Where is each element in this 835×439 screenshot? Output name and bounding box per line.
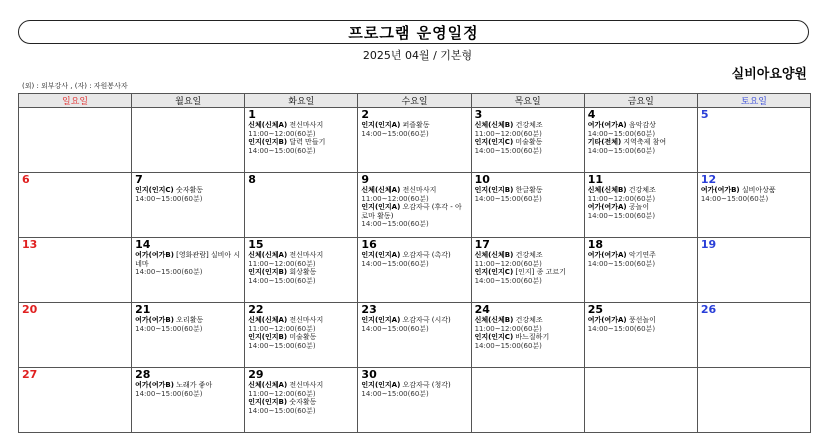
event-category: 인지(인지C) (135, 186, 174, 194)
event-name: 건강체조 (515, 251, 543, 259)
event-name: 달력 만들기 (289, 138, 326, 147)
event-time: 14:00~15:00(60분) (587, 146, 656, 155)
event-category: 여가(여가B) (135, 381, 174, 389)
legend-note: (외) : 외부강사 , (자) : 자원봉사자 (22, 82, 128, 90)
event-name: 전신마사지 (289, 251, 324, 259)
event-name: 숫자활동 (289, 398, 317, 407)
event-time: 11:00~12:00(60분) (248, 324, 316, 333)
event-category: 신체(신체A) (248, 121, 288, 129)
day-number: 1 (248, 108, 256, 121)
program-event (135, 186, 241, 203)
event-name: 음악감상 (628, 121, 656, 129)
day-cell (471, 238, 584, 303)
day-cell (697, 303, 810, 368)
day-number: 7 (135, 173, 143, 186)
day-cell (132, 108, 245, 173)
day-cell (358, 173, 471, 238)
event-name: 바느질하기 (515, 333, 550, 342)
event-name: 풍선놀이 (628, 316, 656, 324)
event-category: 신체(신체B) (474, 121, 514, 129)
page-title: 프로그램 운영일정 (348, 23, 479, 42)
event-name: [인지] 종 고르기 (515, 268, 566, 277)
program-event (361, 186, 467, 203)
weekday-header-sun: 일요일 (19, 94, 132, 108)
day-cell (584, 108, 697, 173)
event-category: 인지(인지B) (248, 398, 288, 407)
day-number: 25 (587, 303, 604, 316)
program-event (248, 333, 354, 350)
day-number: 30 (361, 368, 377, 381)
event-category: 인지(인지A) (361, 203, 401, 212)
event-time: 14:00~15:00(60분) (474, 146, 542, 155)
day-cell (471, 173, 584, 238)
day-cell (697, 173, 810, 238)
week-row (19, 368, 811, 433)
event-time: 14:00~15:00(60분) (135, 268, 203, 277)
day-cell (358, 238, 471, 303)
day-cell (19, 173, 132, 238)
event-name: 오감자극 (시각) (402, 316, 451, 324)
event-time: 11:00~12:00(60분) (248, 259, 316, 268)
event-category: 신체(신체B) (474, 251, 514, 259)
event-category: 여가(여가B) (700, 186, 740, 194)
program-event (361, 251, 467, 268)
day-cell (19, 238, 132, 303)
event-category: 신체(신체B) (587, 186, 627, 194)
day-number: 10 (474, 173, 490, 186)
event-category: 인지(인지C) (474, 138, 514, 147)
day-cell (19, 303, 132, 368)
day-cell (245, 368, 358, 433)
weekday-header-thu: 목요일 (471, 94, 584, 108)
program-event (588, 186, 694, 203)
day-cell (132, 173, 245, 238)
day-number: 2 (361, 108, 370, 121)
day-cell (358, 108, 471, 173)
day-number: 29 (248, 368, 264, 381)
event-category: 신체(신체B) (474, 316, 514, 324)
event-name: 전신마사지 (289, 316, 324, 324)
event-name: 건강체조 (515, 316, 543, 324)
event-time: 14:00~15:00(60분) (361, 129, 429, 138)
event-name: 오감자극 (촉각) (402, 251, 451, 259)
day-cell (358, 368, 471, 433)
day-number: 20 (22, 303, 38, 316)
program-event (248, 138, 354, 155)
day-number: 22 (248, 303, 264, 316)
event-time: 14:00~15:00(60분) (248, 341, 316, 350)
program-event (361, 316, 467, 333)
event-category: 인지(인지B) (248, 138, 288, 147)
event-time: 14:00~15:00(60분) (248, 146, 316, 155)
program-event (475, 138, 581, 155)
organization-name: 실비아요양원 (731, 67, 807, 82)
program-event (361, 203, 467, 229)
program-event (475, 316, 581, 333)
event-time: 14:00~15:00(60분) (700, 194, 769, 203)
day-cell (584, 238, 697, 303)
event-name: 미술활동 (515, 138, 543, 147)
day-cell (245, 173, 358, 238)
event-category: 인지(인지C) (474, 268, 514, 277)
program-event (475, 251, 581, 268)
weekday-header-mon: 월요일 (132, 94, 245, 108)
day-cell (584, 173, 697, 238)
program-event (135, 251, 241, 277)
event-name: 전신마사지 (289, 381, 324, 389)
program-event (701, 186, 807, 203)
day-cell (132, 368, 245, 433)
event-name: 회상활동 (289, 268, 317, 277)
event-time: 11:00~12:00(60분) (474, 129, 542, 138)
event-category: 여가(여가A) (587, 121, 627, 129)
program-event (588, 121, 694, 138)
event-category: 인지(인지A) (361, 251, 401, 259)
day-number: 17 (474, 238, 490, 251)
program-event (248, 121, 354, 138)
day-number: 3 (474, 108, 483, 121)
program-event (475, 121, 581, 138)
day-number: 15 (248, 238, 264, 251)
event-time: 14:00~15:00(60분) (587, 211, 656, 220)
event-name: 공놀이 (628, 203, 650, 212)
event-category: 여가(여가B) (135, 251, 174, 259)
day-number: 24 (474, 303, 490, 316)
day-cell (245, 303, 358, 368)
event-time: 14:00~15:00(60분) (361, 389, 429, 398)
event-name: [영화관람] 실비아 시네마 (135, 251, 241, 268)
event-name: 한글활동 (515, 186, 543, 194)
event-category: 여가(여가A) (587, 203, 627, 212)
event-time: 14:00~15:00(60분) (361, 324, 429, 333)
event-category: 여가(여가B) (135, 316, 174, 324)
event-category: 인지(인지C) (474, 333, 514, 342)
calendar-table (18, 93, 811, 433)
event-category: 신체(신체A) (248, 381, 288, 389)
day-cell (471, 368, 584, 433)
day-number: 23 (361, 303, 377, 316)
event-time: 14:00~15:00(60분) (361, 220, 429, 229)
event-time: 14:00~15:00(60분) (248, 406, 316, 415)
event-category: 인지(인지B) (474, 186, 514, 194)
event-category: 신체(신체A) (248, 251, 288, 259)
event-category: 신체(신체A) (248, 316, 288, 324)
program-event (588, 316, 694, 333)
day-number: 11 (587, 173, 604, 186)
event-name: 미술활동 (289, 333, 317, 342)
day-cell (245, 108, 358, 173)
day-number: 14 (135, 238, 151, 251)
event-name: 전신마사지 (289, 121, 324, 129)
week-row (19, 303, 811, 368)
day-number: 12 (700, 173, 717, 186)
event-category: 인지(인지A) (361, 121, 401, 129)
program-event (361, 121, 467, 138)
week-row (19, 108, 811, 173)
day-cell (358, 303, 471, 368)
program-event (588, 203, 694, 220)
day-cell (245, 238, 358, 303)
event-time: 14:00~15:00(60분) (587, 259, 656, 268)
event-time: 11:00~12:00(60분) (474, 324, 542, 333)
event-name: 오감자극 (후각 - 아로마 활동) (361, 203, 462, 220)
day-cell (697, 238, 810, 303)
event-time: 14:00~15:00(60분) (135, 389, 203, 398)
day-number: 26 (700, 303, 717, 316)
day-number: 4 (587, 108, 596, 121)
event-name: 오감자극 (청각) (402, 381, 451, 389)
week-row (19, 238, 811, 303)
day-cell (697, 108, 810, 173)
event-category: 인지(인지A) (361, 381, 401, 389)
day-number: 8 (248, 173, 256, 186)
weekday-header-row (19, 94, 811, 108)
event-name: 오리활동 (176, 316, 204, 324)
day-number: 5 (700, 108, 709, 121)
day-cell (584, 368, 697, 433)
day-number: 28 (135, 368, 151, 381)
event-name: 지역축제 참여 (623, 138, 667, 147)
program-event (135, 316, 241, 333)
day-cell (471, 303, 584, 368)
day-number: 19 (700, 238, 717, 251)
weekday-header-wed: 수요일 (358, 94, 471, 108)
event-name: 악기연주 (628, 251, 656, 259)
day-cell (697, 368, 810, 433)
event-time: 11:00~12:00(60분) (248, 129, 316, 138)
event-category: 여가(여가A) (587, 251, 627, 259)
page-subtitle: 2025년 04월 / 기본형 (362, 49, 473, 62)
event-name: 건강체조 (628, 186, 656, 194)
program-event (248, 251, 354, 268)
event-time: 14:00~15:00(60분) (587, 129, 656, 138)
event-name: 숫자활동 (175, 186, 204, 194)
event-time: 14:00~15:00(60분) (474, 194, 542, 203)
week-row (19, 173, 811, 238)
day-number: 16 (361, 238, 377, 251)
program-event (248, 381, 354, 398)
calendar-body (19, 108, 811, 433)
program-event (248, 398, 354, 415)
program-event (588, 251, 694, 268)
event-category: 인지(인지B) (248, 268, 288, 277)
event-name: 전신마사지 (402, 186, 437, 194)
event-time: 14:00~15:00(60분) (361, 259, 429, 268)
program-event (361, 381, 467, 398)
event-category: 인지(인지B) (248, 333, 288, 342)
program-event (135, 381, 241, 398)
day-number: 18 (587, 238, 604, 251)
day-cell (584, 303, 697, 368)
weekday-header-fri: 금요일 (584, 94, 697, 108)
event-category: 신체(신체A) (361, 186, 401, 194)
event-name: 퍼즐활동 (402, 121, 430, 129)
program-event (475, 186, 581, 203)
day-cell (19, 108, 132, 173)
event-time: 11:00~12:00(60분) (248, 389, 316, 398)
day-number: 13 (22, 238, 38, 251)
event-time: 14:00~15:00(60분) (474, 276, 542, 285)
event-time: 14:00~15:00(60분) (248, 276, 316, 285)
day-cell (132, 303, 245, 368)
event-time: 14:00~15:00(60분) (135, 194, 203, 203)
program-event (248, 316, 354, 333)
event-time: 14:00~15:00(60분) (135, 324, 203, 333)
event-time: 11:00~12:00(60분) (587, 194, 656, 203)
event-name: 건강체조 (515, 121, 543, 129)
event-time: 14:00~15:00(60분) (587, 324, 656, 333)
weekday-header-tue: 화요일 (245, 94, 358, 108)
event-category: 기타(전체) (587, 138, 622, 147)
event-time: 11:00~12:00(60분) (474, 259, 542, 268)
weekday-header-sat: 토요일 (697, 94, 810, 108)
day-cell (19, 368, 132, 433)
event-time: 14:00~15:00(60분) (474, 341, 542, 350)
event-name: 노래가 좋아 (176, 381, 213, 389)
program-event (248, 268, 354, 285)
day-cell (132, 238, 245, 303)
day-number: 27 (22, 368, 38, 381)
title-box (18, 20, 809, 44)
event-time: 11:00~12:00(60분) (361, 194, 429, 203)
program-event (475, 333, 581, 350)
day-number: 9 (361, 173, 370, 186)
event-category: 여가(여가A) (587, 316, 627, 324)
program-event (475, 268, 581, 285)
day-number: 21 (135, 303, 151, 316)
day-number: 6 (22, 173, 30, 186)
event-category: 인지(인지A) (361, 316, 401, 324)
event-name: 실비아상품 (741, 186, 776, 194)
day-cell (471, 108, 584, 173)
program-event (588, 138, 694, 155)
